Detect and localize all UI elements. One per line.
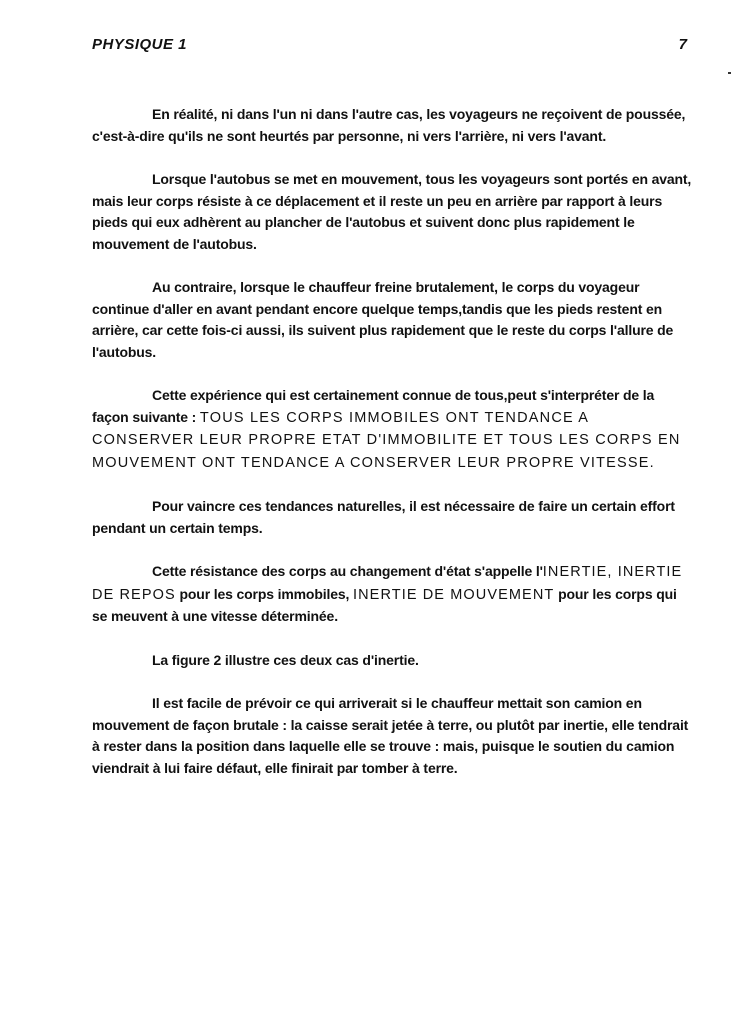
inertie-de-repos-term: INERTIE, INERTIE DE REPOS xyxy=(92,564,683,603)
paragraph-2: Lorsque l'autobus se met en mouvement, tous les voyageurs sont portés en avant, mais leur corps résiste à ce déplacement et il reste un peu en arrière par rapport à leurs pieds qui eux adhèrent au plancher de l'autobus et suivent donc plus rapidement le mouvement de l'autobus. xyxy=(92,171,692,252)
paragraph-7: La figure 2 illustre ces deux cas d'inertie. xyxy=(152,651,419,668)
page-header xyxy=(92,36,687,58)
paragraph-6-part-b: pour les corps immobiles, xyxy=(175,585,353,602)
inertia-principle-statement: TOUS LES CORPS IMMOBILES ONT TENDANCE A CONSERVER LEUR PROPRE ETAT D'IMMOBILITE ET TOUS LES CORPS EN MOUVEMENT ONT TENDANCE A CONSERVER LEUR PROPRE VITESSE. xyxy=(92,409,681,471)
paragraph-5: Pour vaincre ces tendances naturelles, il est nécessaire de faire un certain effort pendant un certain temps. xyxy=(92,498,675,536)
paragraph-6-part-c: pour les corps qui se meuvent à une vitesse déterminée. xyxy=(92,585,677,624)
paragraph-6 xyxy=(92,561,692,628)
scan-speck xyxy=(728,72,731,74)
inertie-de-mouvement-term: INERTIE DE MOUVEMENT xyxy=(352,586,555,603)
body-text xyxy=(92,104,692,801)
paragraph-4-intro: Cette expérience qui est certainement connue de tous,peut s'interpréter de la façon suivante : xyxy=(92,387,655,425)
page-number: 7 xyxy=(678,36,687,53)
paragraph-4 xyxy=(92,385,692,474)
paragraph-6-part-a: Cette résistance des corps au changement d'état s'appelle l' xyxy=(152,563,543,579)
paragraph-8: Il est facile de prévoir ce qui arriverait si le chauffeur mettait son camion en mouvement de façon brutale : la caisse serait jetée à terre, ou plutôt par inertie, elle tendrait à rester dans la position dans laquelle elle se trouve : mais, puisque le soutien du camion viendrait à lui faire défaut, elle finirait par tomber à terre. xyxy=(92,695,689,776)
paragraph-3: Au contraire, lorsque le chauffeur freine brutalement, le corps du voyageur continue d'aller en avant pendant encore quelque temps,tandis que les pieds restent en arrière, car cette fois-ci aussi, ils suivent plus rapidement que le reste du corps l'allure de l'autobus. xyxy=(92,279,674,360)
running-title: PHYSIQUE 1 xyxy=(92,36,188,53)
paragraph-1: En réalité, ni dans l'un ni dans l'autre cas, les voyageurs ne reçoivent de poussée, c'est-à-dire qu'ils ne sont heurtés par personne, ni vers l'arrière, ni vers l'avant. xyxy=(92,106,686,144)
